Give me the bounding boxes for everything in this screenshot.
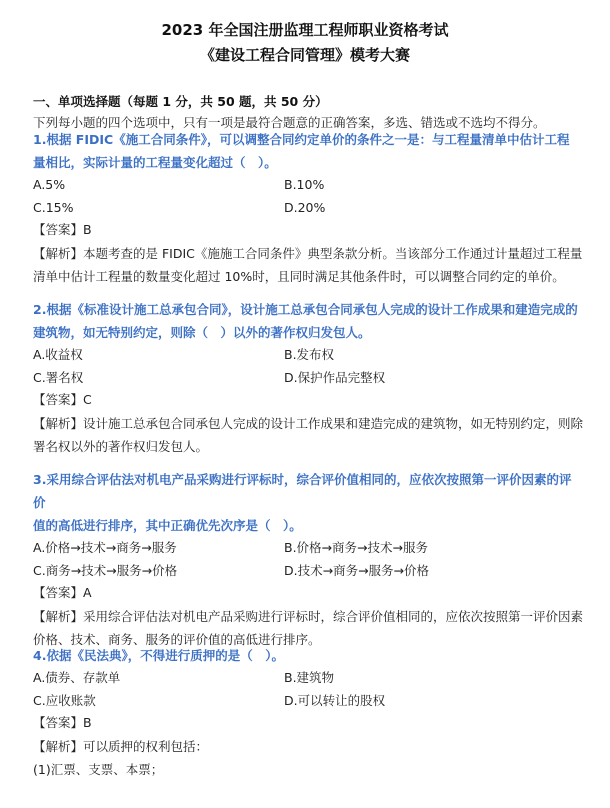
answer: 【答案】B — [33, 222, 92, 237]
question-stem-line: 建筑物，如无特别约定，则除（ ）以外的著作权归发包人。 — [33, 325, 371, 340]
option-c: C.15% — [33, 199, 74, 215]
explanation-line: 【解析】采用综合评估法对机电产品采购进行评标时，综合评价值相同的，应依次按照第一评价因素 — [33, 608, 584, 624]
option-d: D.技术→商务→服务→价格 — [284, 562, 430, 578]
option-c: C.商务→技术→服务→价格 — [33, 562, 178, 578]
option-d: D.保护作品完整权 — [284, 369, 386, 385]
option-a: A.5% — [33, 177, 66, 192]
options-grid — [33, 537, 583, 582]
answer: 【答案】C — [33, 392, 92, 407]
option-b: B.价格→商务→技术→服务 — [284, 540, 428, 555]
option-c: C.署名权 — [33, 369, 84, 385]
explanation-line: 【解析】设计施工总承包合同承包人完成的设计工作成果和建造完成的建筑物，如无特别约定，则除 — [33, 415, 584, 431]
document-title: 2023 年全国注册监理工程师职业资格考试 — [161, 21, 449, 39]
option-b: B.发布权 — [284, 347, 335, 362]
explanation-line: 价格、技术、商务、服务的评价值的高低进行排序。 — [33, 631, 321, 647]
explanation-line: 清单中估计工程量的数量变化超过 10%时，且同时满足其他条件时，可以调整合同约定的单价。 — [33, 268, 565, 284]
explanation-line: 【解析】本题考查的是 FIDIC《施施工合同条件》典型条款分析。当该部分工作通过计量超过工程量 — [33, 245, 583, 261]
option-a: A.价格→技术→商务→服务 — [33, 540, 177, 555]
option-d: D.20% — [284, 199, 326, 215]
section-heading: 一、单项选择题（每题 1 分，共 50 题，共 50 分） — [33, 94, 328, 109]
explanation-line: 署名权以外的著作权归发包人。 — [33, 438, 209, 454]
options-grid — [33, 174, 583, 219]
answer: 【答案】A — [33, 585, 92, 600]
options-grid — [33, 344, 583, 389]
option-b: B.10% — [284, 177, 325, 192]
question-stem-line: 4.依据《民法典》，不得进行质押的是（ ）。 — [33, 648, 284, 663]
explanation-list-item: (1)汇票、支票、本票； — [33, 761, 164, 777]
question-1 — [33, 128, 583, 288]
question-stem-line: 2.根据《标准设计施工总承包合同》，设计施工总承包合同承包人完成的设计工作成果和建造完成的 — [33, 302, 578, 317]
question-stem-line: 值的高低进行排序，其中正确优先次序是（ ）。 — [33, 518, 302, 533]
option-b: B.建筑物 — [284, 670, 335, 685]
document-subtitle: 《建设工程合同管理》模考大赛 — [199, 46, 410, 64]
section-instruction: 下列每小题的四个选项中，只有一项是最符合题意的正确答案，多选、错选或不选均不得分。 — [33, 115, 546, 130]
question-4 — [33, 644, 583, 781]
option-a: A.债券、存款单 — [33, 670, 121, 685]
question-stem-line: 1.根据 FIDIC《施工合同条件》，可以调整合同约定单价的条件之一是：与工程量清单中估计工程 — [33, 132, 570, 147]
question-stem-line: 3.采用综合评估法对机电产品采购进行评标时，综合评价值相同的，应依次按照第一评价因素的评价 — [33, 472, 572, 510]
option-a: A.收益权 — [33, 347, 83, 362]
options-grid — [33, 667, 583, 712]
explanation-line: 【解析】可以质押的权利包括： — [33, 738, 209, 754]
question-3 — [33, 468, 583, 651]
question-stem-line: 量相比，实际计量的工程量变化超过（ ）。 — [33, 155, 277, 170]
option-d: D.可以转让的股权 — [284, 692, 386, 708]
answer: 【答案】B — [33, 715, 92, 730]
option-c: C.应收账款 — [33, 692, 96, 708]
question-2 — [33, 298, 583, 458]
